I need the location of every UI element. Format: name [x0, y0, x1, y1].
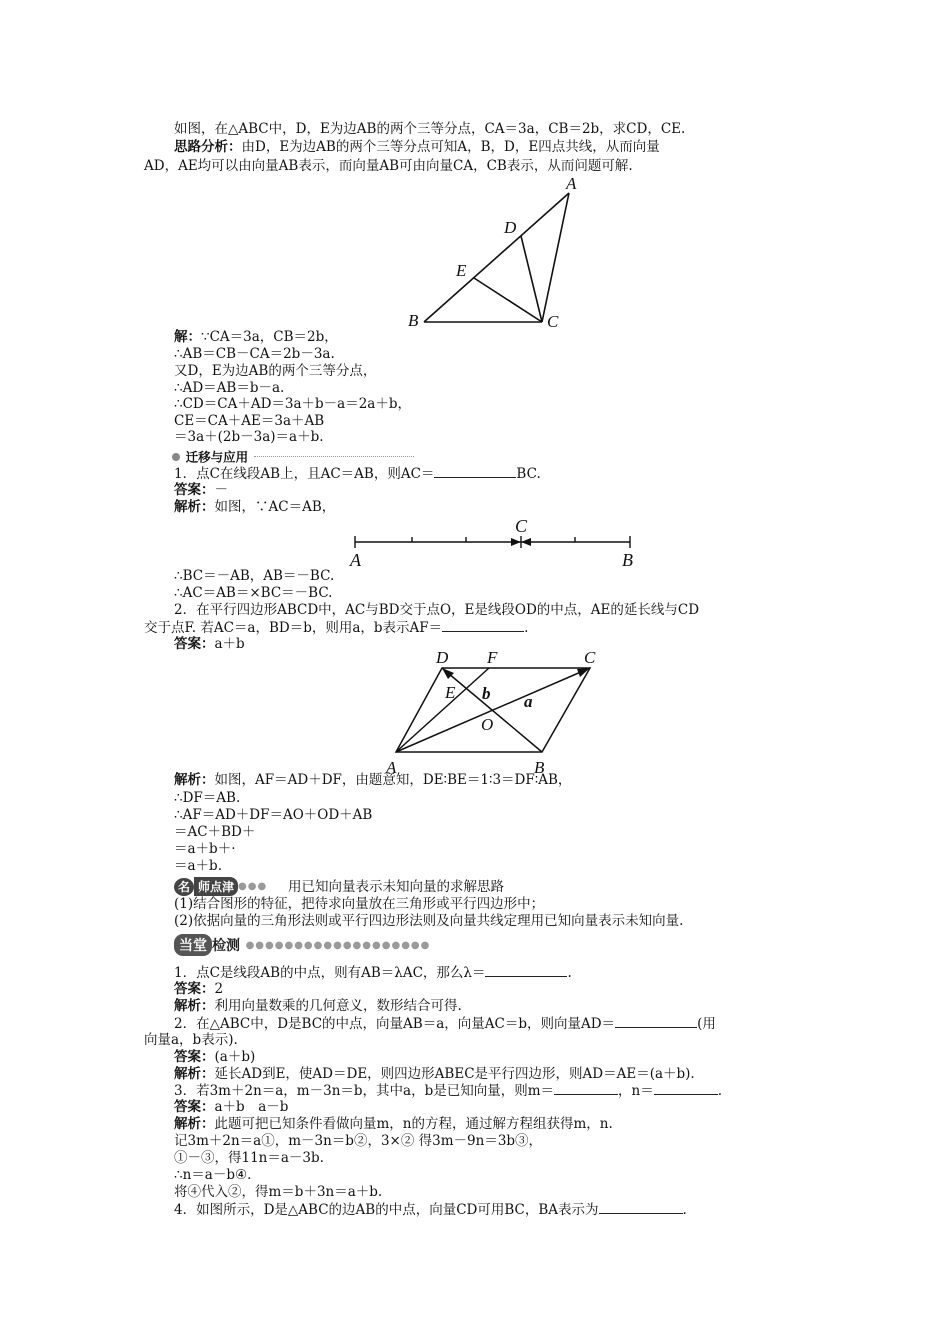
- analysis-label: 思路分析：: [174, 139, 242, 155]
- line-label-B: B: [622, 550, 633, 570]
- dots-decoration: ●●●: [238, 881, 268, 892]
- solution-line-7: ＝3a＋(2b－3a)＝a＋b.: [174, 429, 324, 445]
- t1-blank: [485, 964, 567, 977]
- teacher-note-p1: (1)结合图形的特征，把待求向量放在三角形或平行四边形中；: [174, 896, 545, 912]
- label-E: E: [456, 261, 467, 280]
- q1-answer: 答案：－: [174, 482, 228, 498]
- t3-analysis-3: ①－③，得11n＝a－3b.: [174, 1150, 324, 1166]
- q2-analysis-4: ＝AC＋BD＋: [174, 824, 256, 840]
- section-test-banner: [174, 934, 430, 956]
- segment-af: [396, 668, 489, 752]
- para-label-b: b: [482, 684, 491, 703]
- label-D: D: [504, 218, 517, 237]
- t3-blank-n: [654, 1082, 718, 1095]
- t1-analysis: 解析：利用向量数乘的几何意义，数形结合可得.: [174, 998, 462, 1014]
- line-label-C: C: [515, 516, 528, 536]
- t4-text: 4．如图所示，D是△ABC的边AB的中点，向量CD可用BC，BA表示为 .: [174, 1202, 687, 1218]
- q2-analysis-6: ＝a＋b.: [174, 858, 222, 874]
- teacher-note-badge: 名: [174, 878, 194, 896]
- q2-answer: 答案：a＋b: [174, 636, 245, 652]
- t3-blank-m: [554, 1082, 618, 1095]
- problem-text: 如图，在△ABC中，D，E为边AB的两个三等分点，CA＝3a，CB＝2b，求CD，CE.: [174, 121, 686, 137]
- para-label-B: B: [534, 758, 545, 777]
- section-transfer-title: 迁移与应用: [185, 449, 249, 465]
- label-B: B: [408, 311, 419, 330]
- teacher-note-title: 用已知向量表示未知向量的求解思路: [288, 879, 504, 895]
- solution-line-6: CE＝CA＋AE＝3a＋AB: [174, 413, 325, 429]
- t2-text-2: 向量a，b表示).: [144, 1032, 238, 1048]
- para-label-E: E: [445, 683, 456, 702]
- t3-text: 3．若3m＋2n＝a，m－3n＝b，其中a，b是已知向量，则m＝ ，n＝ .: [174, 1083, 723, 1099]
- para-label-C: C: [584, 648, 596, 667]
- section-test-badge: 当堂: [174, 934, 212, 956]
- t3-analysis-4: ∴n＝a－b④.: [174, 1167, 252, 1183]
- solution-line-1: 解：∵CA＝3a，CB＝2b，: [174, 329, 338, 345]
- q2-analysis-2: ∴DF＝AB.: [174, 790, 241, 806]
- t3-analysis-1: 解析：此题可把已知条件看做向量m，n的方程，通过解方程组获得m，n.: [174, 1116, 613, 1132]
- teacher-note-label: 师点津: [194, 877, 238, 896]
- dots-decoration: ●●●●●●●●●●●●●●●●●●●: [245, 939, 431, 951]
- para-label-A: A: [386, 758, 397, 777]
- q2-analysis-3: ∴AF＝AD＋DF＝AO＋OD＋AB: [174, 807, 373, 823]
- q2-text-1: 2．在平行四边形ABCD中，AC与BD交于点O，E是线段OD的中点，AE的延长线与CD: [174, 602, 700, 618]
- t3-analysis-2: 记3m＋2n＝a①，m－3n＝b②，3×② 得3m－9n＝3b③，: [174, 1133, 543, 1149]
- q1-text: 1．点C在线段AB上，且AC＝AB，则AC＝ BC.: [174, 466, 541, 482]
- solution-line-5: ∴CD＝CA＋AD＝3a＋b－a＝2a＋b，: [174, 396, 412, 412]
- q1-result-1: ∴BC＝－AB，AB＝－BC.: [174, 568, 335, 584]
- t4-blank: [599, 1201, 683, 1214]
- q1-result-2: ∴AC＝AB＝×BC＝－BC.: [174, 585, 333, 601]
- solution-line-2: ∴AB＝CB－CA＝2b－3a.: [174, 346, 335, 362]
- t1-text: 1．点C是线段AB的中点，则有AB＝λAC，那么λ＝ .: [174, 965, 572, 981]
- t2-answer: 答案：(a＋b): [174, 1049, 256, 1065]
- q1-analysis: 解析：如图，∵AC＝AB，: [174, 499, 336, 515]
- para-label-a: a: [524, 692, 533, 711]
- t2-blank: [615, 1015, 697, 1028]
- line-label-A: A: [350, 550, 361, 570]
- label-C: C: [547, 312, 559, 331]
- para-label-D: D: [436, 648, 449, 667]
- q2-text-2: 交于点F. 若AC＝a，BD＝b，则用a，b表示AF＝ .: [144, 620, 529, 636]
- analysis-line-1: 思路分析：由D，E为边AB的两个三等分点可知A，B，D，E四点共线，从而向量: [174, 139, 660, 155]
- para-label-F: F: [487, 648, 498, 667]
- label-A: A: [566, 174, 577, 193]
- para-label-O: O: [481, 715, 494, 734]
- section-test-title: 检测: [212, 938, 240, 954]
- solution-line-4: ∴AD＝AB＝b－a.: [174, 380, 285, 396]
- t3-answer: 答案：a＋b a－b: [174, 1099, 289, 1115]
- t2-analysis: 解析：延长AD到E，使AD＝DE，则四边形ABEC是平行四边形，则AD＝AE＝(a＋b).: [174, 1066, 695, 1082]
- solution-line-3: 又D，E为边AB的两个三等分点，: [174, 363, 377, 379]
- t1-answer: 答案：2: [174, 981, 224, 997]
- q2-analysis-5: ＝a＋b＋·: [174, 841, 236, 857]
- q2-analysis-1: 解析：如图，AF＝AD＋DF，由题意知，DE∶BE＝1∶3＝DF∶AB，: [174, 772, 572, 788]
- teacher-note-banner: [174, 876, 267, 896]
- t3-analysis-5: 将④代入②，得m＝b＋3n＝a＋b.: [174, 1184, 383, 1200]
- teacher-note-p2: (2)依据向量的三角形法则或平行四边形法则及向量共线定理用已知向量表示未知向量.: [174, 913, 684, 929]
- t2-text-1: 2．在△ABC中，D是BC的中点，向量AB＝a，向量AC＝b，则向量AD＝ (用: [174, 1016, 716, 1032]
- analysis-line-2: AD，AE均可以由向量AB表示，而向量AB可由向量CA，CB表示，从而问题可解.: [144, 158, 633, 174]
